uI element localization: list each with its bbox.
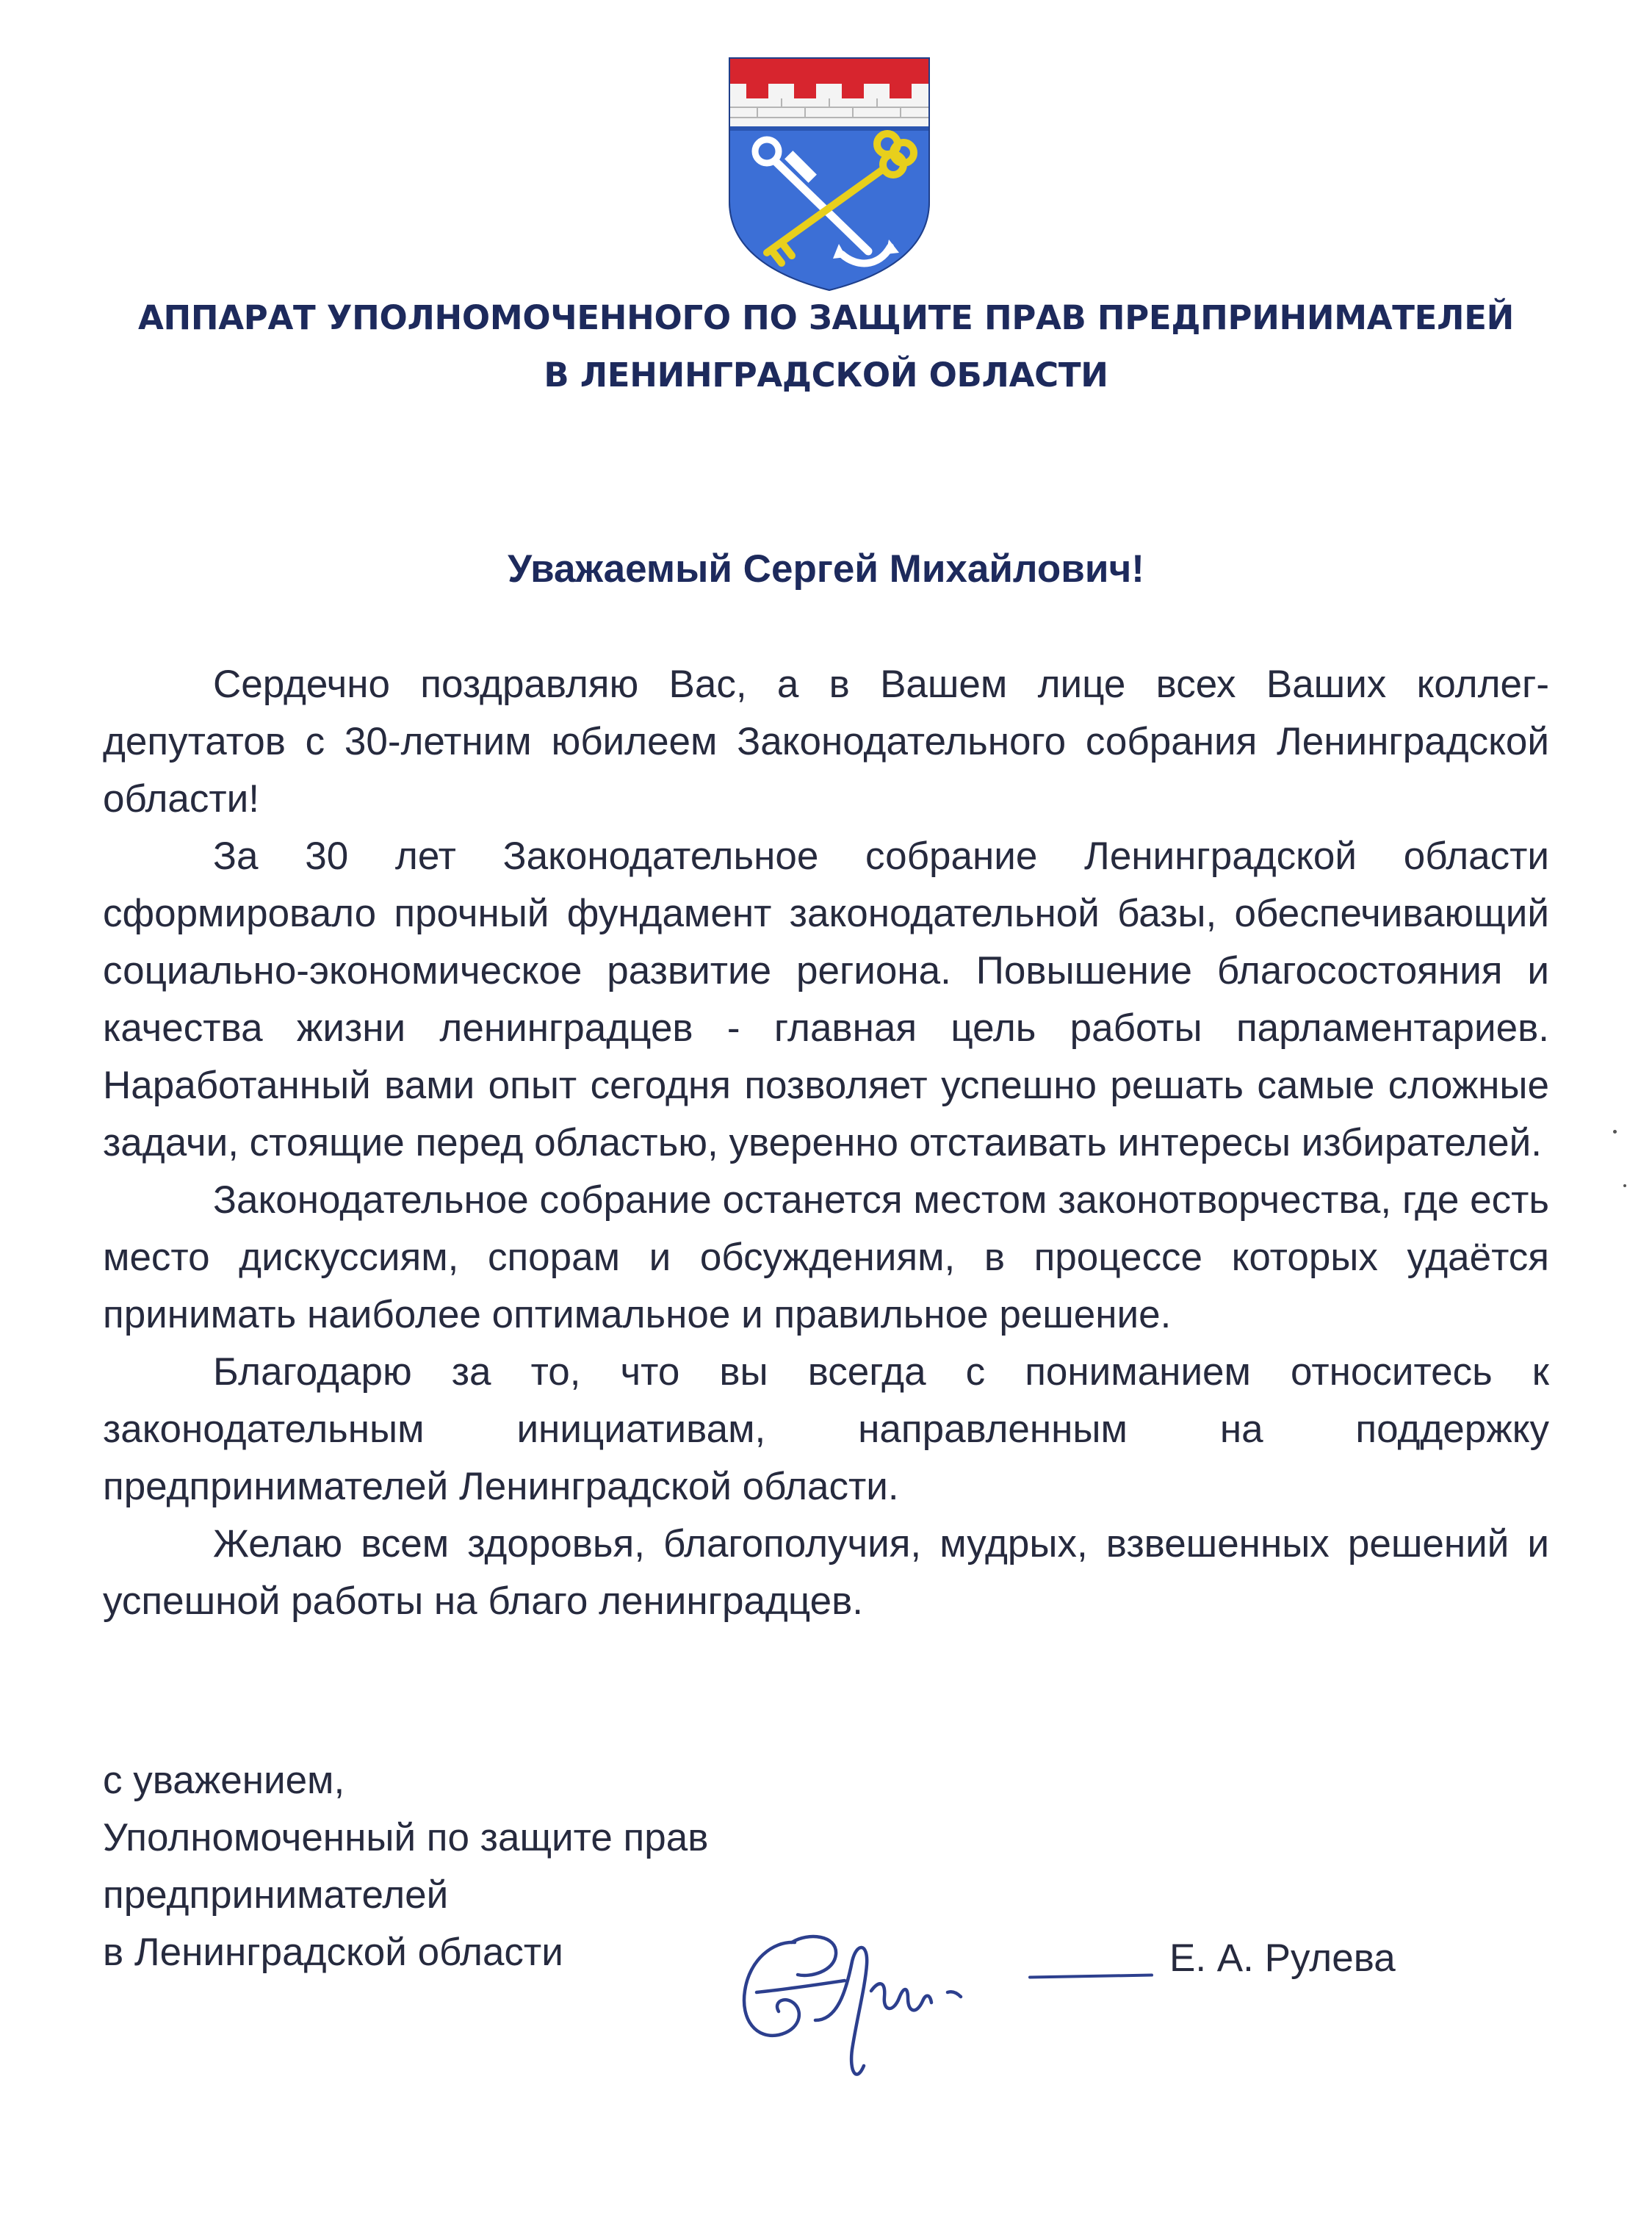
- leningrad-oblast-coat-of-arms-icon: [724, 54, 934, 294]
- signer-title-line-3: в Ленинградской области: [103, 1931, 563, 1974]
- paragraph: Благодарю за то, что вы всегда с пониманием относитесь к законодательным инициативам, направленным на поддержку предпринимателей Ленинградской области.: [103, 1350, 1549, 1508]
- organization-header-line-1: АППАРАТ УПОЛНОМОЧЕННОГО ПО ЗАЩИТЕ ПРАВ ПРЕДПРИНИМАТЕЛЕЙ: [138, 298, 1514, 337]
- closing-regards: с уважением,: [103, 1759, 345, 1802]
- signer-name: Е. А. Рулева: [1169, 1936, 1396, 1980]
- organization-header-line-2: В ЛЕНИНГРАДСКОЙ ОБЛАСТИ: [544, 356, 1108, 394]
- paragraph: Законодательное собрание останется местом законотворчества, где есть место дискуссиям, спорам и обсуждениям, в процессе которых удаётся принимать наиболее оптимальное и правильное решение.: [103, 1178, 1549, 1336]
- handwritten-signature: [727, 1910, 1043, 2094]
- paragraph: Сердечно поздравляю Вас, а в Вашем лице всех Ваших коллег-депутатов с 30-летним юбилеем Законодательного собрания Ленинградской области!: [103, 663, 1549, 821]
- paragraph: За 30 лет Законодательное собрание Ленинградской области сформировало прочный фундамент законодательной базы, обеспечивающий социально-экономическое развитие региона. Повышение благосостояния и качества жизни ленинградцев - главная цель работы парламентариев. Наработанный вами опыт сегодня позволяет успешно решать самые сложные задачи, стоящие перед областью, уверенно отстаивать интересы избирателей.: [103, 835, 1549, 1164]
- greeting: Уважаемый Сергей Михайлович!: [508, 547, 1144, 591]
- scan-speck: [1623, 1184, 1626, 1187]
- organization-header: [103, 289, 1549, 404]
- letter-body: [103, 656, 1549, 1630]
- signature-line: [1028, 1974, 1153, 1979]
- scan-speck: [1613, 1130, 1617, 1134]
- closing-block: [103, 1752, 708, 1981]
- signer-title-line-2: предпринимателей: [103, 1873, 449, 1917]
- signer-title-line-1: Уполномоченный по защите прав: [103, 1816, 709, 1859]
- paragraph: Желаю всем здоровья, благополучия, мудрых, взвешенных решений и успешной работы на благо ленинградцев.: [103, 1522, 1549, 1623]
